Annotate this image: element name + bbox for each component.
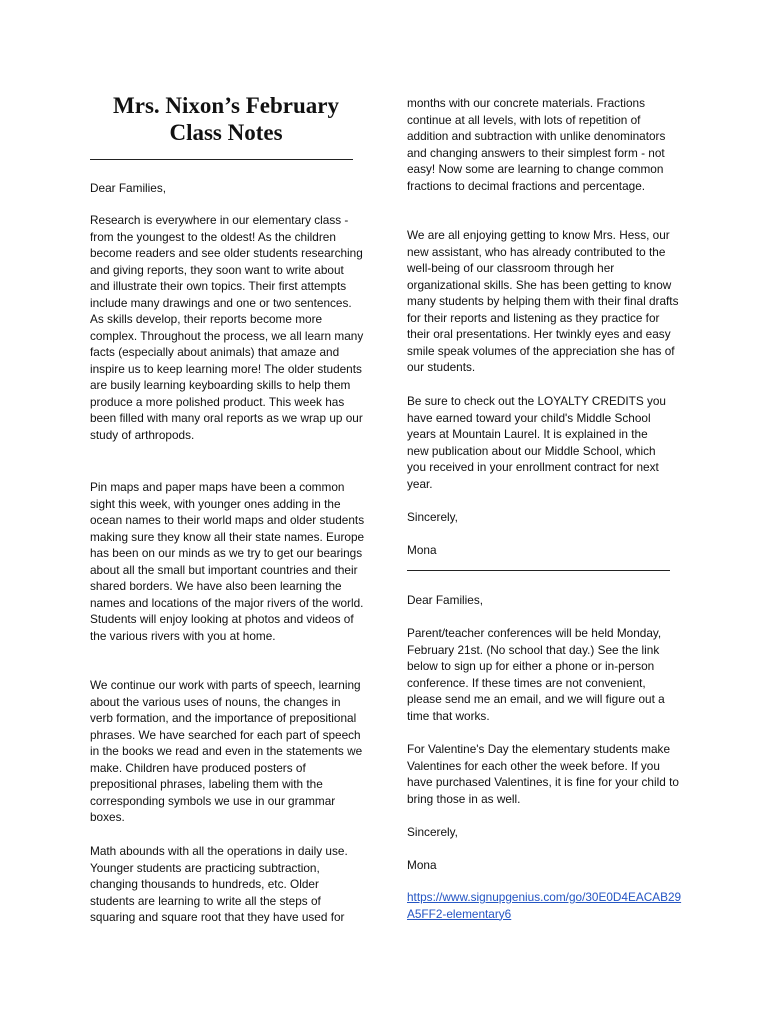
paragraph-maps: Pin maps and paper maps have been a common sight this week, with younger ones adding in the ocean names to their world maps and older students making sure they know all their state names. Europe has been on our minds as we try to get our bearings about all the small but important countries and their shared borders. We have also been learning the names and locations of the major rivers of the world. Students will enjoy looking at photos and videos of the various rivers with you at home.: [90, 480, 365, 643]
paragraph-valentines: For Valentine's Day the elementary students make Valentines for each other the week before. If you have purchased Valentines, it is fine for your child to bring those in as well.: [407, 742, 679, 806]
paragraph-research: Research is everywhere in our elementary class - from the youngest to the oldest! As the children become readers and see older students researching and giving reports, they soon want to write about and illustrate their own topics. Their first attempts include many drawings and one or two sentences. As skills develop, their reports become more complex. Throughout the process, we all learn many facts (especially about animals) that amaze and inspire us to keep learning more! The older students are busily learning keyboarding skills to help them produce a more polished product. This week has been filled with many oral reports as we wrap up our study of arthropods.: [90, 213, 364, 442]
paragraph-math: Math abounds with all the operations in daily use. Younger students are practicing subtraction, changing thousands to hundreds, etc. Older students are learning to write all the steps of squaring and square root that they have used for: [90, 844, 348, 924]
page-title: Mrs. Nixon’s February Class Notes: [113, 93, 339, 145]
paragraph-grammar: We continue our work with parts of speech, learning about the various uses of nouns, the changes in verb formation, and the importance of prepositional phrases. We have searched for each part of speech in the books we read and even in the statements we make. Children have produced posters of prepositional phrases, labeling them with the corresponding symbols we use in our grammar boxes.: [90, 678, 363, 824]
title-divider: [90, 159, 353, 160]
signature-2: Mona: [407, 858, 437, 872]
paragraph-assistant: We are all enjoying getting to know Mrs. Hess, our new assistant, who has already contributed to the well-being of our classroom through her organizational skills. She has been getting to know many students by helping them with their final drafts for their reports and listening as they practice for their oral presentations. Her twinkly eyes and easy smile speak volumes of the appreciation she has of our students.: [407, 228, 679, 374]
signup-link[interactable]: https://www.signupgenius.com/go/30E0D4EACAB29A5FF2-elementary6: [407, 890, 682, 921]
closing: Sincerely,: [407, 510, 458, 524]
signature: Mona: [407, 543, 437, 557]
paragraph-loyalty-credits: Be sure to check out the LOYALTY CREDITS you have earned toward your child's Middle School years at Mountain Laurel. It is explained in the new publication about our Middle School, which you received in your enrollment contract for next year.: [407, 394, 666, 491]
paragraph-conferences: Parent/teacher conferences will be held Monday, February 21st. (No school that day.) See the link below to sign up for either a phone or in-person conference. If these times are not convenient, please send me an email, and we will figure out a time that works.: [407, 626, 665, 723]
paragraph-fractions: months with our concrete materials. Fractions continue at all levels, with lots of repetition of addition and subtraction with unlike denominators and changing answers to their simplest form - not easy! Now some are learning to change common fractions to decimal fractions and percentage.: [407, 96, 666, 193]
salutation-2: Dear Families,: [407, 593, 484, 607]
closing-2: Sincerely,: [407, 825, 458, 839]
salutation: Dear Families,: [90, 181, 167, 195]
section-divider: [407, 570, 670, 571]
